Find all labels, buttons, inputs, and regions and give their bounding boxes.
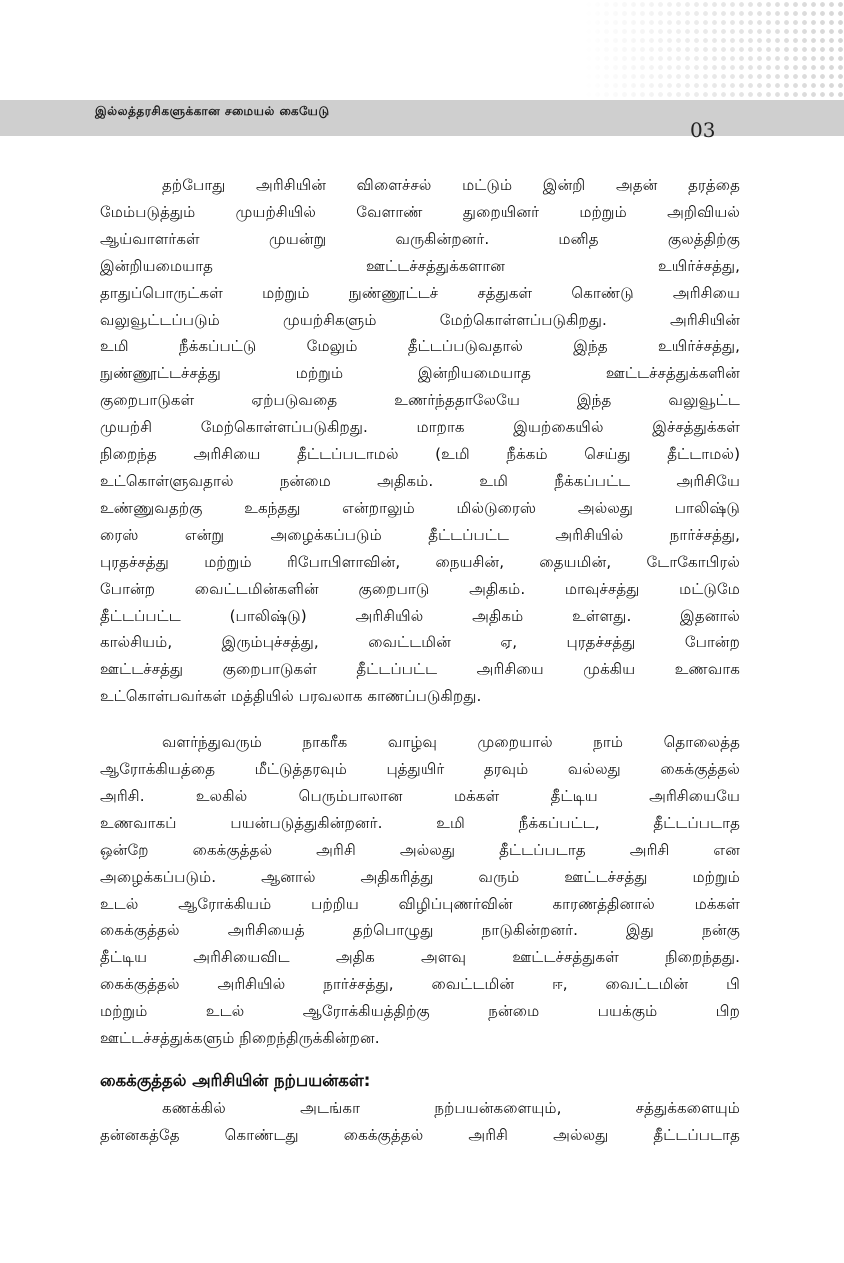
text-line: தாதுப்பொருட்கள் மற்றும் நுண்ணூட்டச் சத்துகள் கொண்டு அரிசியை — [100, 283, 740, 302]
text-line: ஊட்டச்சத்து குறைபாடுகள் தீட்டப்பட்ட அரிசியை முக்கிய உணவாக — [100, 660, 740, 679]
text-line: கைக்குத்தல் அரிசியைத் தற்பொழுது நாடுகின்றனர். இது நன்கு — [100, 921, 740, 940]
text-line: உமி நீக்கப்பட்டு மேலும் தீட்டப்படுவதால் இந்த உயிர்ச்சத்து, — [100, 337, 740, 356]
page-number: 03 — [690, 118, 716, 142]
paragraph-3 — [100, 1095, 740, 1149]
text-line: தற்போது அரிசியின் விளைச்சல் மட்டும் இன்றி அதன் தரத்தை — [162, 176, 740, 194]
text-line: ஒன்றே கைக்குத்தல் அரிசி அல்லது தீட்டப்படாத அரிசி என — [100, 840, 740, 859]
text-line: போன்ற வைட்டமின்களின் குறைபாடு அதிகம். மாவுச்சத்து மட்டுமே — [100, 579, 740, 598]
text-line: மற்றும் உடல் ஆரோக்கியத்திற்கு நன்மை பயக்கும் பிற — [100, 1002, 740, 1021]
text-line: தீட்டிய அரிசியைவிட அதிக அளவு ஊட்டச்சத்துகள் நிறைந்தது. — [100, 948, 740, 967]
text-line: வளர்ந்துவரும் நாகரீக வாழ்வு முறையால் நாம் தொலைத்த — [162, 733, 740, 752]
text-line: அரிசி. உலகில் பெரும்பாலான மக்கள் தீட்டிய அரிசியையே — [100, 786, 740, 805]
text-line: கைக்குத்தல் அரிசியில் நார்ச்சத்து, வைட்டமின் ஈ, வைட்டமின் பி — [100, 975, 740, 994]
text-line: முயற்சி மேற்கொள்ளப்படுகிறது. மாறாக இயற்கையில் இச்சத்துக்கள் — [100, 418, 740, 437]
text-line: நிறைந்த அரிசியை தீட்டப்படாமல் (உமி நீக்கம் செய்து தீட்டாமல்) — [100, 445, 740, 464]
text-line: கால்சியம், இரும்புச்சத்து, வைட்டமின் ஏ, புரதச்சத்து போன்ற — [100, 633, 740, 652]
text-line: இன்றியமையாத ஊட்டச்சத்துக்களான உயிர்ச்சத்து, — [100, 256, 740, 275]
text-line: வலுவூட்டப்படும் முயற்சிகளும் மேற்கொள்ளப்படுகிறது. அரிசியின் — [100, 310, 740, 329]
text-line: உடல் ஆரோக்கியம் பற்றிய விழிப்புணர்வின் காரணத்தினால் மக்கள் — [100, 894, 740, 913]
text-line: ரைஸ் என்று அழைக்கப்படும் தீட்டப்பட்ட அரிசியில் நார்ச்சத்து, — [100, 525, 740, 544]
text-line: தீட்டப்பட்ட (பாலிஷ்டு) அரிசியில் அதிகம் உள்ளது. இதனால் — [100, 606, 740, 625]
page-body — [100, 172, 740, 1149]
text-line: ஊட்டச்சத்துக்களும் நிறைந்திருக்கின்றன. — [100, 1029, 380, 1048]
text-line: மேம்படுத்தும் முயற்சியில் வேளாண் துறையினர் மற்றும் அறிவியல் — [100, 202, 740, 221]
text-line: உட்கொள்பவர்கள் மத்தியில் பரவலாக காணப்படுகிறது. — [100, 687, 482, 706]
paragraph-1 — [100, 172, 740, 710]
text-line: குறைபாடுகள் ஏற்படுவதை உணர்ந்ததாலேயே இந்த வலுவூட்ட — [100, 391, 740, 410]
text-line: புரதச்சத்து மற்றும் ரிபோபிளாவின், நையசின், தையமின், டோகோபிரல் — [100, 552, 740, 571]
text-line: நுண்ணூட்டச்சத்து மற்றும் இன்றியமையாத ஊட்டச்சத்துக்களின் — [100, 364, 740, 383]
text-line: கணக்கில் அடங்கா நற்பயன்களையும், சத்துக்களையும் — [162, 1099, 740, 1117]
text-line: ஆரோக்கியத்தை மீட்டுத்தரவும் புத்துயிர் தரவும் வல்லது கைக்குத்தல் — [100, 760, 740, 779]
paragraph-2 — [100, 729, 740, 1052]
text-line: உணவாகப் பயன்படுத்துகின்றனர். உமி நீக்கப்பட்ட, தீட்டப்படாத — [100, 813, 740, 832]
text-line: தன்னகத்தே கொண்டது கைக்குத்தல் அரிசி அல்லது தீட்டப்படாத — [100, 1125, 740, 1144]
text-line: உட்கொள்ளுவதால் நன்மை அதிகம். உமி நீக்கப்பட்ட அரிசியே — [100, 471, 740, 490]
text-line: ஆய்வாளர்கள் முயன்று வருகின்றனர். மனித குலத்திற்கு — [100, 229, 740, 248]
halftone-dot-pattern — [584, 0, 844, 105]
running-header-title: இல்லத்தரசிகளுக்கான சமையல் கையேடு — [95, 104, 330, 118]
section-heading: கைக்குத்தல் அரிசியின் நற்பயன்கள்: — [100, 1071, 371, 1090]
text-line: அழைக்கப்படும். ஆனால் அதிகரித்து வரும் ஊட்டச்சத்து மற்றும் — [100, 867, 740, 886]
text-line: உண்ணுவதற்கு உகந்தது என்றாலும் மில்டுரைஸ் அல்லது பாலிஷ்டு — [100, 498, 740, 517]
